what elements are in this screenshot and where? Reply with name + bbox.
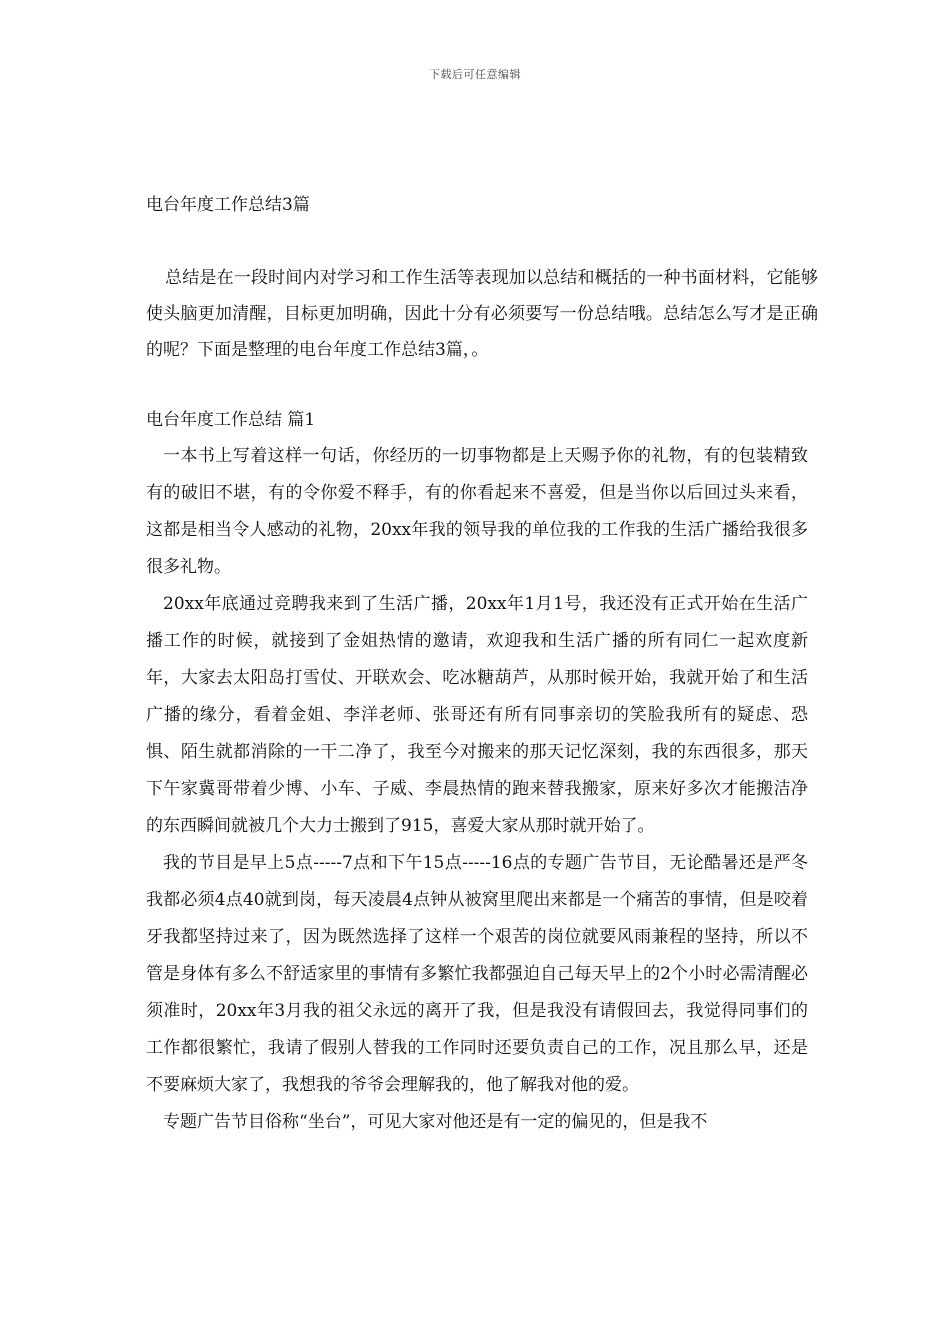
section-title: 电台年度工作总结 篇1	[146, 410, 316, 430]
body-paragraph: 一本书上写着这样一句话，你经历的一切事物都是上天赐予你的礼物，有的包装精致有的破旧不堪，有的令你爱不释手，有的你看起来不喜爱，但是当你以后回过头来看，这都是相当令人感动的礼物，20xx年我的领导我的单位我的工作我的生活广播给我很多很多礼物。	[146, 446, 808, 577]
header-note: 下载后可任意编辑	[429, 68, 521, 81]
intro-paragraph: 总结是在一段时间内对学习和工作生活等表现加以总结和概括的一种书面材料，它能够使头脑更加清醒，目标更加明确，因此十分有必须要写一份总结哦。总结怎么写才是正确的呢？下面是整理的电台年度工作总结3篇，。	[146, 268, 818, 360]
body-paragraph: 20xx年底通过竞聘我来到了生活广播，20xx年1月1号，我还没有正式开始在生活广播工作的时候，就接到了金姐热情的邀请，欢迎我和生活广播的所有同仁一起欢度新年，大家去太阳岛打雪仗、开联欢会、吃冰糖葫芦，从那时候开始，我就开始了和生活广播的缘分，看着金姐、李洋老师、张哥还有所有同事亲切的笑脸我所有的疑虑、恐惧、陌生就都消除的一干二净了，我至今对搬来的那天记忆深刻，我的东西很多，那天下午家冀哥带着少博、小车、子威、李晨热情的跑来替我搬家，原来好多次才能搬洁净的东西瞬间就被几个大力士搬到了915，喜爱大家从那时就开始了。	[146, 594, 808, 836]
document-title: 电台年度工作总结3篇	[146, 195, 310, 215]
body-paragraph: 我的节目是早上5点-----7点和下午15点-----16点的专题广告节目，无论酷暑还是严冬我都必须4点40就到岗，每天凌晨4点钟从被窝里爬出来都是一个痛苦的事情，但是咬着牙我都坚持过来了，因为既然选择了这样一个艰苦的岗位就要风雨兼程的坚持，所以不管是身体有多么不舒适家里的事情有多繁忙我都强迫自己每天早上的2个小时必需清醒必须准时，20xx年3月我的祖父永远的离开了我，但是我没有请假回去，我觉得同事们的工作都很繁忙，我请了假别人替我的工作同时还要负责自己的工作，况且那么早，还是不要麻烦大家了，我想我的爷爷会理解我的，他了解我对他的爱。	[146, 853, 808, 1095]
body-paragraph: 专题广告节目俗称“坐台”，可见大家对他还是有一定的偏见的，但是我不	[163, 1112, 708, 1132]
section-body	[146, 404, 808, 1141]
